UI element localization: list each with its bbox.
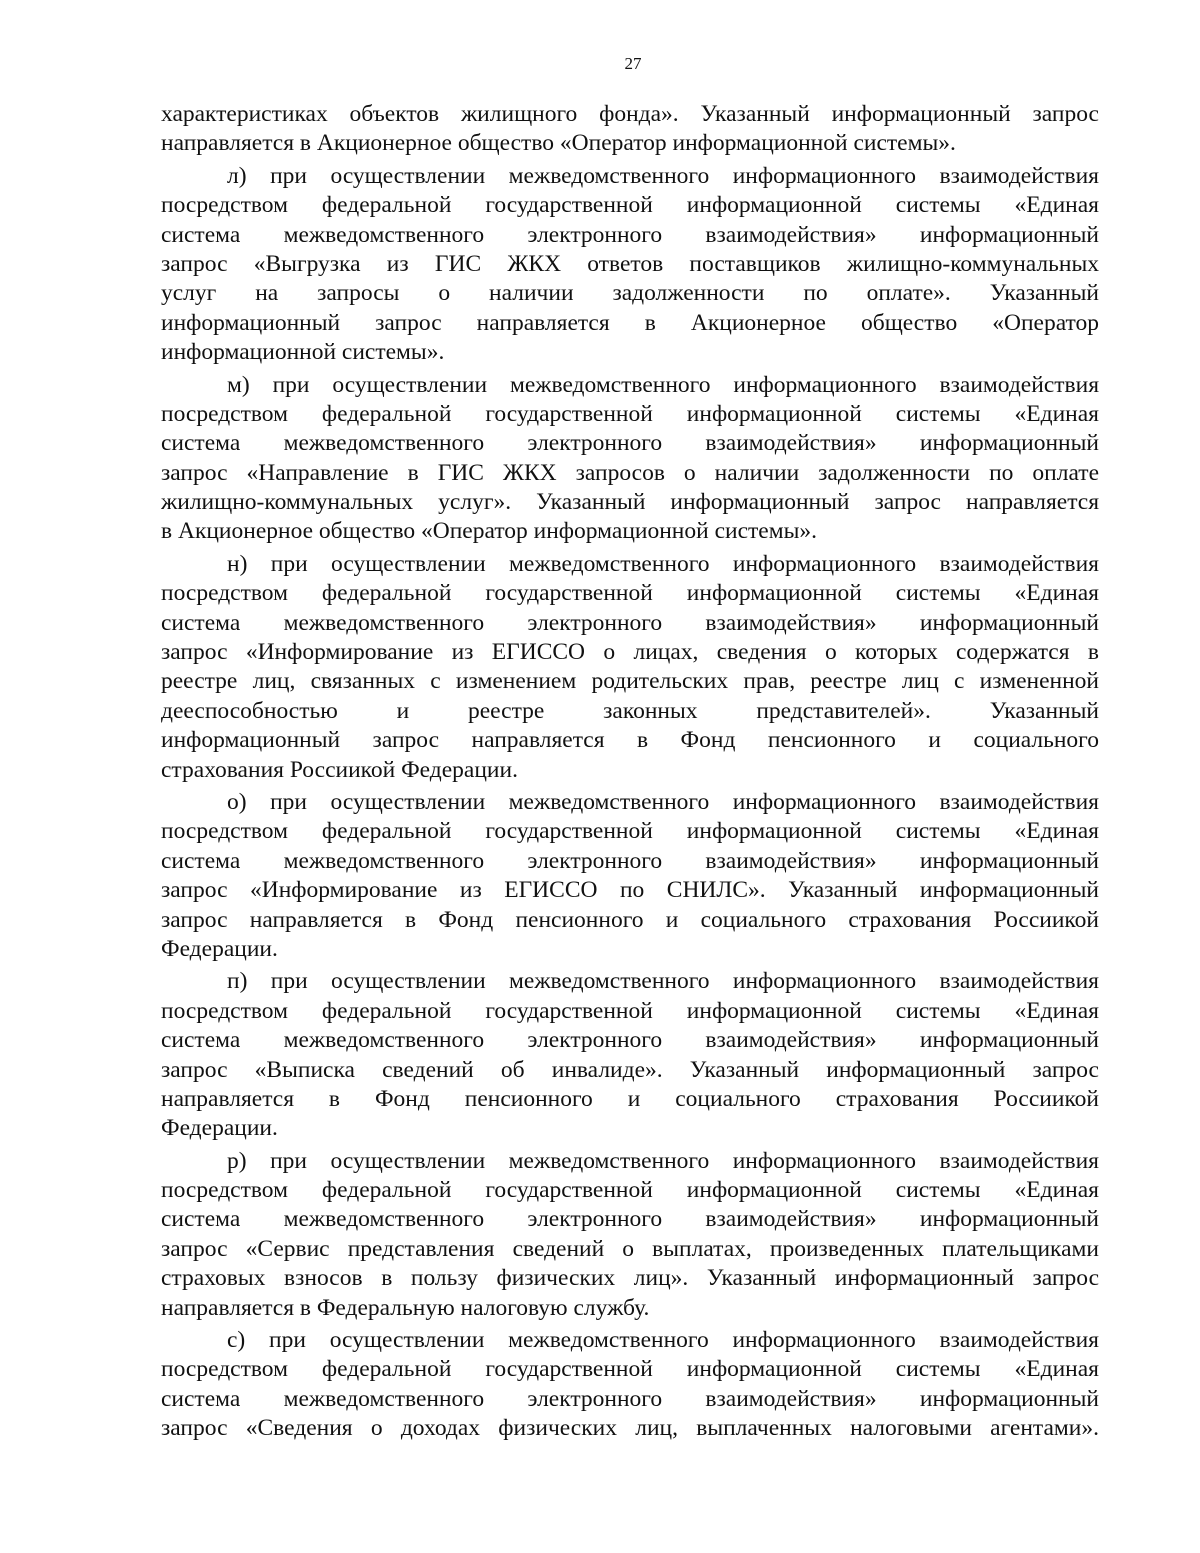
text-line: услуг на запросы о наличии задолженности по оплате». Указанный — [161, 280, 1099, 307]
text-line: запрос «Направление в ГИС ЖКХ запросов о наличии задолженности по оплате — [161, 459, 1099, 486]
text-line: система межведомственного электронного взаимодействия» информационный — [161, 221, 1099, 248]
text-line: посредством федеральной государственной информационной системы «Единая — [161, 400, 1099, 427]
text-line: Федерации. — [161, 935, 278, 962]
text-line: посредством федеральной государственной информационной системы «Единая — [161, 192, 1099, 219]
page-number: 27 — [624, 54, 642, 73]
text-line: посредством федеральной государственной информационной системы «Единая — [161, 1356, 1099, 1383]
text-line: система межведомственного электронного взаимодействия» информационный — [161, 609, 1099, 636]
text-line: запрос направляется в Фонд пенсионного и социального страхования Россиикой — [161, 906, 1099, 933]
text-line: м) при осуществлении межведомственного информационного взаимодействия — [227, 371, 1099, 398]
text-line: система межведомственного электронного взаимодействия» информационный — [161, 847, 1099, 874]
text-line: посредством федеральной государственной информационной системы «Единая — [161, 997, 1099, 1024]
text-line: жилищно-коммунальных услуг». Указанный информационный запрос направляется — [161, 489, 1099, 516]
text-line: характеристиках объектов жилищного фонда». Указанный информационный запрос — [161, 101, 1099, 127]
paragraph-item-r — [161, 1147, 1099, 1323]
text-line: п) при осуществлении межведомственного информационного взаимодействия — [227, 968, 1099, 995]
paragraph-continuation — [161, 100, 1099, 159]
text-line: с) при осуществлении межведомственного информационного взаимодействия — [227, 1327, 1099, 1354]
text-line: о) при осуществлении межведомственного информационного взаимодействия — [227, 788, 1099, 815]
text-line: запрос «Сведения о доходах физических лиц, выплаченных налоговыми агентами». — [161, 1415, 1099, 1442]
text-line: система межведомственного электронного взаимодействия» информационный — [161, 430, 1099, 457]
text-line: л) при осуществлении межведомственного информационного взаимодействия — [227, 162, 1099, 189]
document-body — [161, 100, 1099, 1444]
text-line: в Акционерное общество «Оператор информационной системы». — [161, 518, 817, 545]
text-line: запрос «Выписка сведений об инвалиде». Указанный информационный запрос — [161, 1056, 1099, 1083]
text-line: Федерации. — [161, 1115, 278, 1142]
paragraph-item-p — [161, 967, 1099, 1143]
text-line: система межведомственного электронного взаимодействия» информационный — [161, 1385, 1099, 1412]
paragraph-item-s — [161, 1326, 1099, 1444]
text-line: р) при осуществлении межведомственного информационного взаимодействия — [227, 1147, 1099, 1174]
text-line: посредством федеральной государственной информационной системы «Единая — [161, 1177, 1099, 1204]
text-line: страховых взносов в пользу физических лиц». Указанный информационный запрос — [161, 1265, 1099, 1292]
text-line: информационный запрос направляется в Фонд пенсионного и социального — [161, 727, 1099, 754]
text-line: информационной системы». — [161, 339, 445, 366]
paragraph-item-l — [161, 162, 1099, 368]
text-line: система межведомственного электронного взаимодействия» информационный — [161, 1206, 1099, 1233]
text-line: страхования Россиикой Федерации. — [161, 756, 518, 783]
paragraph-item-o — [161, 788, 1099, 964]
text-line: запрос «Информирование из ЕГИССО о лицах, сведения о которых содержатся в — [161, 639, 1099, 666]
text-line: направляется в Федеральную налоговую службу. — [161, 1294, 650, 1321]
text-line: запрос «Выгрузка из ГИС ЖКХ ответов поставщиков жилищно-коммунальных — [161, 250, 1099, 277]
text-line: дееспособностью и реестре законных представителей». Указанный — [161, 697, 1099, 724]
text-line: реестре лиц, связанных с изменением родительских прав, реестре лиц с измененной — [161, 668, 1099, 695]
paragraph-item-n — [161, 550, 1099, 785]
text-line: направляется в Акционерное общество «Оператор информационной системы». — [161, 130, 956, 157]
text-line: запрос «Сервис представления сведений о выплатах, произведенных плательщиками — [161, 1235, 1099, 1262]
text-line: система межведомственного электронного взаимодействия» информационный — [161, 1027, 1099, 1054]
text-line: н) при осуществлении межведомственного информационного взаимодействия — [227, 550, 1099, 577]
text-line: направляется в Фонд пенсионного и социального страхования Россиикой — [161, 1085, 1099, 1112]
text-line: посредством федеральной государственной информационной системы «Единая — [161, 580, 1099, 607]
text-line: запрос «Информирование из ЕГИССО по СНИЛС». Указанный информационный — [161, 877, 1099, 904]
text-line: информационный запрос направляется в Акционерное общество «Оператор — [161, 309, 1099, 336]
text-line: посредством федеральной государственной информационной системы «Единая — [161, 818, 1099, 845]
paragraph-item-m — [161, 371, 1099, 547]
